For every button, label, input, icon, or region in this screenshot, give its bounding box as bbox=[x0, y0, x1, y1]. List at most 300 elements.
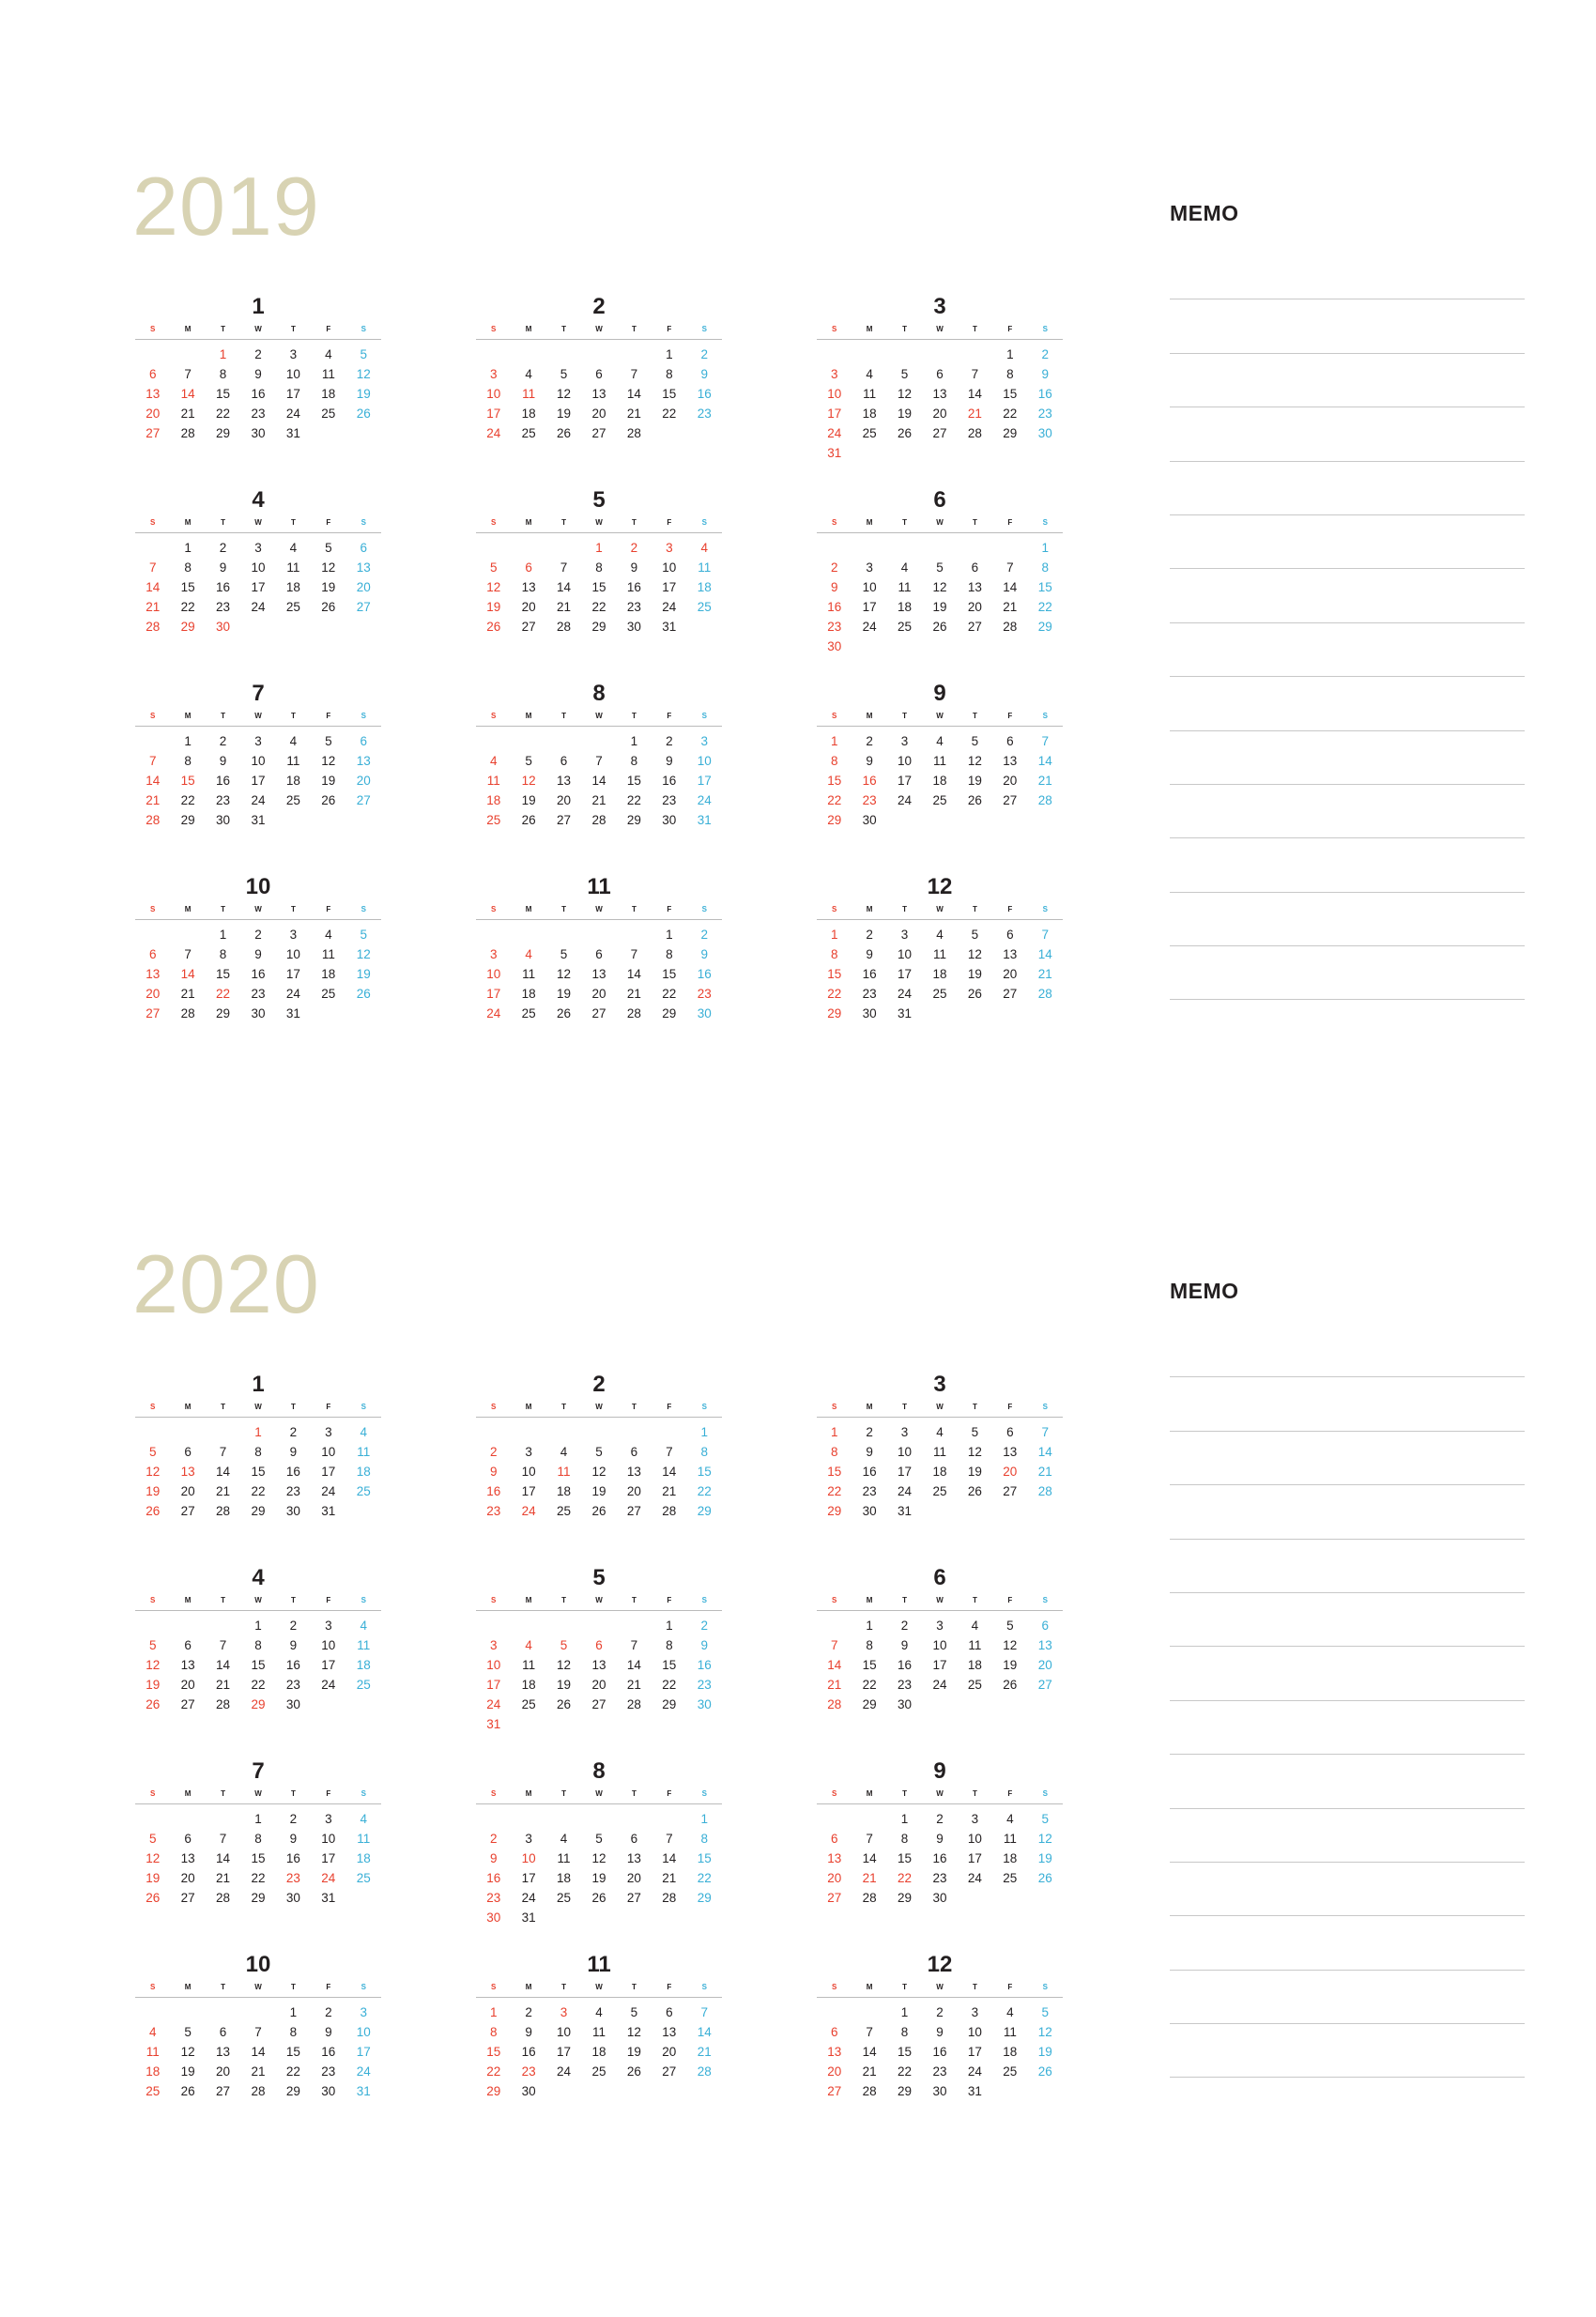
day-cell: 5 bbox=[148, 1445, 157, 1459]
weekday-label: S bbox=[1042, 325, 1048, 333]
weekday-label: T bbox=[290, 1983, 296, 1991]
week-row bbox=[135, 1809, 381, 1829]
day-cell: 12 bbox=[356, 367, 371, 381]
day-cell: 19 bbox=[932, 600, 947, 614]
day-cell: 5 bbox=[971, 928, 979, 942]
day-cell: 5 bbox=[595, 1832, 603, 1846]
day-cell: 13 bbox=[180, 1658, 195, 1672]
day-cell: 12 bbox=[521, 774, 536, 788]
memo-line bbox=[1170, 246, 1525, 299]
day-cell: 20 bbox=[662, 2045, 677, 2059]
day-cell: 15 bbox=[827, 967, 842, 981]
day-cell: 24 bbox=[251, 793, 266, 807]
day-cell: 16 bbox=[662, 774, 677, 788]
weekday-label: S bbox=[1042, 712, 1048, 720]
day-cell: 19 bbox=[967, 967, 982, 981]
empty-day-cell bbox=[652, 1714, 686, 1734]
week-row bbox=[135, 538, 381, 558]
empty-day-cell bbox=[276, 617, 311, 637]
day-cell: 16 bbox=[285, 1851, 300, 1865]
day-cell: 6 bbox=[830, 2025, 838, 2039]
day-cell: 7 bbox=[1041, 1425, 1049, 1439]
month-block bbox=[817, 1757, 1063, 1908]
day-cell: 10 bbox=[321, 1445, 336, 1459]
day-cell: 15 bbox=[285, 2045, 300, 2059]
day-cell: 1 bbox=[184, 734, 192, 748]
weekday-label: T bbox=[290, 905, 296, 913]
day-cell: 18 bbox=[356, 1658, 371, 1672]
empty-day-cell bbox=[617, 1422, 652, 1442]
day-cell: 30 bbox=[697, 1006, 712, 1020]
month-block bbox=[817, 293, 1063, 463]
weekday-label: T bbox=[290, 1789, 296, 1798]
day-cell: 19 bbox=[1037, 1851, 1052, 1865]
day-cell: 17 bbox=[827, 407, 842, 421]
week-row bbox=[817, 345, 1063, 364]
day-cell: 14 bbox=[626, 1658, 641, 1672]
weekday-label: S bbox=[491, 712, 497, 720]
day-cell: 17 bbox=[898, 1465, 913, 1479]
week-row bbox=[135, 790, 381, 810]
weekday-label: S bbox=[361, 1403, 366, 1411]
day-cell: 29 bbox=[591, 620, 606, 634]
weekday-label: S bbox=[832, 1983, 837, 1991]
day-cell: 25 bbox=[486, 813, 501, 827]
week-row bbox=[135, 1695, 381, 1714]
year-title: 2019 bbox=[132, 160, 320, 253]
day-cell: 14 bbox=[697, 2025, 712, 2039]
empty-day-cell bbox=[346, 1004, 381, 1023]
week-row bbox=[135, 558, 381, 577]
empty-day-cell bbox=[311, 617, 345, 637]
day-cell: 6 bbox=[830, 1832, 838, 1846]
year-section-2019 bbox=[0, 160, 1596, 1239]
week-row bbox=[135, 2022, 381, 2042]
day-cell: 26 bbox=[932, 620, 947, 634]
day-cell: 8 bbox=[184, 560, 192, 575]
day-cell: 11 bbox=[321, 367, 335, 381]
day-cell: 21 bbox=[216, 1484, 231, 1498]
week-row bbox=[476, 2002, 722, 2022]
day-cell: 26 bbox=[967, 1484, 982, 1498]
day-cell: 26 bbox=[321, 793, 336, 807]
week-row bbox=[476, 944, 722, 964]
day-cell: 31 bbox=[662, 620, 677, 634]
day-cell: 28 bbox=[1037, 1484, 1052, 1498]
day-cell: 24 bbox=[967, 2064, 982, 2079]
empty-day-cell bbox=[958, 538, 992, 558]
memo-lines bbox=[1170, 246, 1525, 1000]
day-cell: 31 bbox=[321, 1891, 336, 1905]
day-cell: 14 bbox=[180, 967, 195, 981]
weekday-label: M bbox=[525, 1596, 532, 1604]
empty-day-cell bbox=[992, 1501, 1027, 1521]
weekday-label: W bbox=[254, 1789, 262, 1798]
month-block bbox=[135, 1371, 381, 1521]
day-cell: 22 bbox=[216, 407, 231, 421]
weekday-label: W bbox=[254, 518, 262, 527]
day-cell: 6 bbox=[1006, 1425, 1014, 1439]
day-cell: 29 bbox=[662, 1697, 677, 1711]
day-cell: 10 bbox=[356, 2025, 371, 2039]
month-block bbox=[817, 1371, 1063, 1521]
weekday-label: S bbox=[361, 905, 366, 913]
day-cell: 9 bbox=[700, 947, 708, 961]
day-cell: 31 bbox=[898, 1504, 913, 1518]
empty-day-cell bbox=[817, 1616, 852, 1635]
day-cell: 4 bbox=[360, 1812, 367, 1826]
day-cell: 11 bbox=[486, 774, 500, 788]
weekday-label: S bbox=[150, 1789, 156, 1798]
day-cell: 11 bbox=[522, 1658, 536, 1672]
empty-day-cell bbox=[135, 2002, 170, 2022]
day-cell: 12 bbox=[932, 580, 947, 594]
month-block bbox=[817, 873, 1063, 1023]
day-cell: 18 bbox=[321, 387, 336, 401]
day-cell: 28 bbox=[591, 813, 606, 827]
week-row bbox=[817, 1462, 1063, 1481]
weekday-label: W bbox=[595, 1403, 603, 1411]
weekday-label: S bbox=[701, 518, 707, 527]
memo-panel bbox=[1170, 201, 1525, 1000]
week-row bbox=[476, 423, 722, 443]
day-cell: 6 bbox=[630, 1445, 638, 1459]
day-cell: 1 bbox=[489, 2005, 498, 2019]
weekday-label: F bbox=[667, 1596, 672, 1604]
day-cell: 1 bbox=[289, 2005, 298, 2019]
month-block bbox=[476, 1371, 722, 1521]
weekday-label: S bbox=[832, 712, 837, 720]
day-cell: 11 bbox=[1003, 2025, 1017, 2039]
day-cell: 25 bbox=[356, 1871, 371, 1885]
day-cell: 18 bbox=[486, 793, 501, 807]
day-cell: 27 bbox=[827, 2084, 842, 2098]
week-row bbox=[135, 1501, 381, 1521]
day-cell: 20 bbox=[356, 580, 371, 594]
day-cell: 9 bbox=[866, 1445, 873, 1459]
week-row bbox=[476, 2022, 722, 2042]
day-cell: 5 bbox=[360, 347, 367, 361]
day-cell: 13 bbox=[591, 967, 606, 981]
week-row bbox=[135, 751, 381, 771]
weekday-label: S bbox=[701, 1596, 707, 1604]
weekday-label: S bbox=[150, 712, 156, 720]
empty-day-cell bbox=[581, 1809, 616, 1829]
weekday-label: F bbox=[667, 905, 672, 913]
day-cell: 3 bbox=[254, 734, 262, 748]
weekday-label: S bbox=[832, 1596, 837, 1604]
week-row bbox=[817, 2002, 1063, 2022]
month-block bbox=[476, 293, 722, 443]
weekday-label: M bbox=[866, 1983, 873, 1991]
empty-day-cell bbox=[206, 2002, 240, 2022]
day-cell: 14 bbox=[662, 1851, 677, 1865]
empty-day-cell bbox=[817, 2002, 852, 2022]
weekday-label: W bbox=[595, 325, 603, 333]
week-row bbox=[476, 1675, 722, 1695]
week-row bbox=[135, 731, 381, 751]
empty-day-cell bbox=[992, 1695, 1027, 1714]
empty-day-cell bbox=[546, 1422, 581, 1442]
day-cell: 19 bbox=[557, 407, 572, 421]
day-cell: 9 bbox=[936, 2025, 944, 2039]
day-cell: 25 bbox=[285, 600, 300, 614]
day-cell: 23 bbox=[521, 2064, 536, 2079]
empty-day-cell bbox=[617, 1908, 652, 1927]
day-cell: 15 bbox=[662, 967, 677, 981]
day-cell: 30 bbox=[862, 1504, 877, 1518]
weekday-label: T bbox=[972, 905, 977, 913]
memo-line bbox=[1170, 893, 1525, 946]
empty-day-cell bbox=[546, 731, 581, 751]
day-cell: 23 bbox=[251, 987, 266, 1001]
day-cell: 9 bbox=[900, 1638, 909, 1652]
day-cell: 14 bbox=[216, 1658, 231, 1672]
day-cell: 3 bbox=[325, 1812, 332, 1826]
weekday-label: T bbox=[631, 1983, 637, 1991]
day-cell: 11 bbox=[557, 1465, 571, 1479]
day-cell: 2 bbox=[866, 928, 873, 942]
empty-day-cell bbox=[546, 538, 581, 558]
day-cell: 1 bbox=[866, 1619, 873, 1633]
day-cell: 12 bbox=[146, 1851, 161, 1865]
memo-line bbox=[1170, 1809, 1525, 1863]
month-number: 8 bbox=[592, 1758, 606, 1784]
day-cell: 21 bbox=[1037, 774, 1052, 788]
day-cell: 25 bbox=[521, 1697, 536, 1711]
day-cell: 8 bbox=[254, 1445, 262, 1459]
weekday-label: T bbox=[290, 712, 296, 720]
memo-line bbox=[1170, 677, 1525, 730]
day-cell: 23 bbox=[285, 1871, 300, 1885]
day-cell: 27 bbox=[932, 426, 947, 440]
week-row bbox=[135, 2042, 381, 2062]
day-cell: 5 bbox=[936, 560, 944, 575]
day-cell: 22 bbox=[827, 1484, 842, 1498]
weekday-label: T bbox=[221, 518, 225, 527]
day-cell: 25 bbox=[591, 2064, 606, 2079]
day-cell: 4 bbox=[936, 734, 944, 748]
weekday-label: F bbox=[1007, 905, 1013, 913]
day-cell: 25 bbox=[898, 620, 913, 634]
day-cell: 1 bbox=[700, 1812, 708, 1826]
day-cell: 13 bbox=[1003, 947, 1018, 961]
day-cell: 27 bbox=[180, 1697, 195, 1711]
day-cell: 15 bbox=[1037, 580, 1052, 594]
day-cell: 6 bbox=[560, 754, 568, 768]
day-cell: 13 bbox=[1003, 754, 1018, 768]
day-cell: 17 bbox=[521, 1484, 536, 1498]
empty-day-cell bbox=[922, 637, 957, 656]
week-row bbox=[817, 2042, 1063, 2062]
day-cell: 29 bbox=[898, 1891, 913, 1905]
day-cell: 2 bbox=[219, 734, 227, 748]
day-cell: 10 bbox=[862, 580, 877, 594]
day-cell: 23 bbox=[626, 600, 641, 614]
day-cell: 24 bbox=[486, 1697, 501, 1711]
month-block bbox=[135, 1757, 381, 1908]
day-cell: 29 bbox=[827, 1006, 842, 1020]
day-cell: 19 bbox=[557, 987, 572, 1001]
day-cell: 7 bbox=[866, 1832, 873, 1846]
day-cell: 26 bbox=[898, 426, 913, 440]
weekday-label: F bbox=[1007, 1403, 1013, 1411]
week-row bbox=[476, 2042, 722, 2062]
day-cell: 27 bbox=[662, 2064, 677, 2079]
day-cell: 15 bbox=[251, 1658, 266, 1672]
day-cell: 19 bbox=[146, 1484, 161, 1498]
weekday-label: S bbox=[1042, 1789, 1048, 1798]
empty-day-cell bbox=[958, 637, 992, 656]
day-cell: 29 bbox=[662, 1006, 677, 1020]
day-cell: 25 bbox=[862, 426, 877, 440]
day-cell: 7 bbox=[666, 1832, 673, 1846]
day-cell: 16 bbox=[697, 1658, 712, 1672]
weekday-label: T bbox=[972, 518, 977, 527]
day-cell: 26 bbox=[146, 1697, 161, 1711]
day-cell: 16 bbox=[321, 2045, 336, 2059]
empty-day-cell bbox=[581, 2081, 616, 2101]
day-cell: 31 bbox=[521, 1910, 536, 1925]
day-cell: 16 bbox=[626, 580, 641, 594]
day-cell: 8 bbox=[595, 560, 603, 575]
day-cell: 21 bbox=[697, 2045, 712, 2059]
day-cell: 28 bbox=[216, 1697, 231, 1711]
day-cell: 14 bbox=[216, 1465, 231, 1479]
day-cell: 21 bbox=[662, 1484, 677, 1498]
empty-day-cell bbox=[546, 1908, 581, 1927]
month-block bbox=[135, 1564, 381, 1714]
month-number: 5 bbox=[592, 487, 606, 513]
month-block bbox=[135, 873, 381, 1023]
weekday-label: M bbox=[184, 1983, 192, 1991]
day-cell: 28 bbox=[1003, 620, 1018, 634]
weekday-label: T bbox=[221, 1983, 225, 1991]
day-cell: 19 bbox=[967, 774, 982, 788]
day-cell: 2 bbox=[489, 1445, 498, 1459]
day-cell: 8 bbox=[219, 367, 227, 381]
day-cell: 7 bbox=[1006, 560, 1014, 575]
month-number: 1 bbox=[252, 1372, 265, 1397]
empty-day-cell bbox=[817, 345, 852, 364]
day-cell: 28 bbox=[146, 813, 161, 827]
month-block bbox=[135, 1951, 381, 2101]
day-cell: 10 bbox=[898, 754, 913, 768]
day-cell: 13 bbox=[1003, 1445, 1018, 1459]
day-cell: 17 bbox=[486, 987, 501, 1001]
day-cell: 17 bbox=[898, 774, 913, 788]
week-row bbox=[817, 597, 1063, 617]
day-cell: 6 bbox=[184, 1832, 192, 1846]
weekday-label: W bbox=[254, 1983, 262, 1991]
day-cell: 25 bbox=[932, 1484, 947, 1498]
weekday-label: S bbox=[1042, 1596, 1048, 1604]
empty-day-cell bbox=[311, 1695, 345, 1714]
day-cell: 30 bbox=[898, 1697, 913, 1711]
weekday-label: T bbox=[902, 712, 907, 720]
empty-day-cell bbox=[546, 1616, 581, 1635]
day-cell: 24 bbox=[697, 793, 712, 807]
day-cell: 28 bbox=[697, 2064, 712, 2079]
day-cell: 7 bbox=[1041, 928, 1049, 942]
day-cell: 13 bbox=[626, 1465, 641, 1479]
empty-day-cell bbox=[617, 2081, 652, 2101]
weekday-label: W bbox=[936, 1403, 944, 1411]
day-cell: 14 bbox=[251, 2045, 266, 2059]
empty-day-cell bbox=[887, 538, 922, 558]
day-cell: 8 bbox=[700, 1445, 708, 1459]
week-row bbox=[476, 1501, 722, 1521]
day-cell: 25 bbox=[932, 793, 947, 807]
week-row bbox=[476, 1809, 722, 1829]
day-cell: 28 bbox=[862, 1891, 877, 1905]
week-row bbox=[135, 1868, 381, 1888]
empty-day-cell bbox=[852, 2002, 886, 2022]
empty-day-cell bbox=[652, 2081, 686, 2101]
day-cell: 8 bbox=[866, 1638, 873, 1652]
day-cell: 7 bbox=[184, 367, 192, 381]
day-cell: 8 bbox=[900, 1832, 909, 1846]
day-cell: 31 bbox=[827, 446, 842, 460]
empty-day-cell bbox=[617, 1616, 652, 1635]
week-row bbox=[817, 1501, 1063, 1521]
memo-title: MEMO bbox=[1170, 1279, 1239, 1303]
day-cell: 23 bbox=[662, 793, 677, 807]
day-cell: 14 bbox=[1037, 1445, 1052, 1459]
day-cell: 15 bbox=[216, 967, 231, 981]
week-row bbox=[135, 2002, 381, 2022]
empty-day-cell bbox=[511, 538, 545, 558]
empty-day-cell bbox=[581, 925, 616, 944]
day-cell: 3 bbox=[666, 541, 673, 555]
day-cell: 25 bbox=[356, 1678, 371, 1692]
day-cell: 27 bbox=[591, 426, 606, 440]
day-cell: 15 bbox=[662, 1658, 677, 1672]
day-cell: 21 bbox=[251, 2064, 266, 2079]
empty-day-cell bbox=[476, 1809, 511, 1829]
day-cell: 11 bbox=[1003, 1832, 1017, 1846]
day-cell: 4 bbox=[900, 560, 909, 575]
weekday-label: T bbox=[902, 905, 907, 913]
day-cell: 7 bbox=[219, 1445, 227, 1459]
month-number: 9 bbox=[933, 681, 946, 706]
empty-day-cell bbox=[581, 1908, 616, 1927]
day-cell: 28 bbox=[1037, 793, 1052, 807]
weekday-label: S bbox=[701, 905, 707, 913]
week-row bbox=[135, 617, 381, 637]
day-cell: 15 bbox=[251, 1851, 266, 1865]
weekday-label: S bbox=[491, 325, 497, 333]
empty-day-cell bbox=[135, 1422, 170, 1442]
weekday-label: W bbox=[595, 905, 603, 913]
day-cell: 9 bbox=[489, 1465, 498, 1479]
weekday-label: T bbox=[561, 905, 566, 913]
day-cell: 23 bbox=[1037, 407, 1052, 421]
day-cell: 3 bbox=[525, 1832, 532, 1846]
day-cell: 10 bbox=[251, 754, 266, 768]
empty-day-cell bbox=[311, 1004, 345, 1023]
day-cell: 20 bbox=[1003, 774, 1018, 788]
day-cell: 20 bbox=[216, 2064, 231, 2079]
empty-day-cell bbox=[476, 345, 511, 364]
day-cell: 4 bbox=[936, 1425, 944, 1439]
weekday-header bbox=[135, 710, 381, 727]
day-cell: 20 bbox=[180, 1484, 195, 1498]
weekday-label: M bbox=[525, 905, 532, 913]
day-cell: 1 bbox=[830, 928, 838, 942]
weekday-label: T bbox=[631, 1596, 637, 1604]
day-cell: 25 bbox=[1003, 1871, 1018, 1885]
